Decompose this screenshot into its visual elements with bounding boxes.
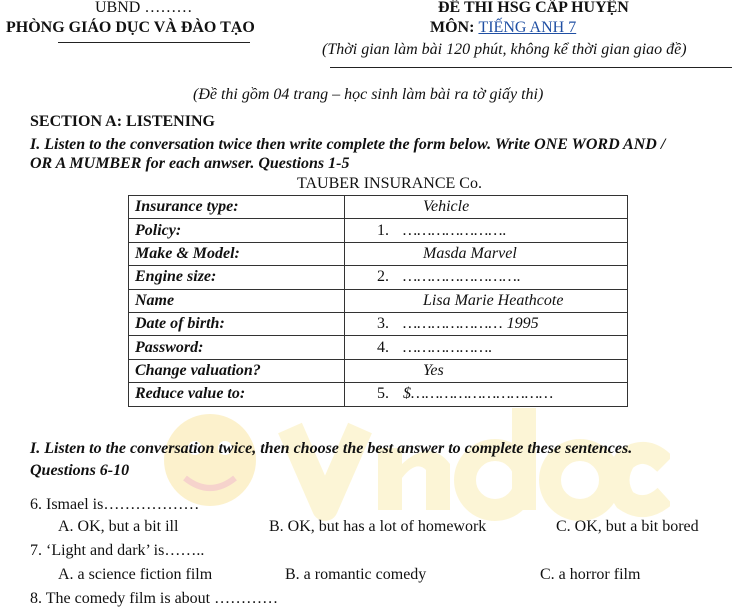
exam-title: ĐỀ THI HSG CẤP HUYỆN [438, 0, 629, 16]
form-field-label: Date of birth: [129, 312, 345, 335]
vndoc-watermark-logo [150, 398, 670, 528]
form-row [129, 242, 628, 265]
question-6-option-a: A. OK, but a bit ill [58, 518, 179, 535]
subject-line [430, 19, 576, 37]
form-field-value [345, 383, 628, 406]
part2-instruction-line2: Questions 6-10 [30, 462, 130, 479]
answer-blank: ……………………. [403, 268, 521, 286]
ubnd-text: UBND ……… [95, 0, 193, 16]
answer-blank: $………………………… [403, 385, 554, 403]
form-field-label: Name [129, 289, 345, 312]
form-field-value [345, 359, 628, 382]
insurance-form-table [128, 195, 628, 407]
section-title: SECTION A: LISTENING [30, 113, 215, 130]
subject-name: TIẾNG ANH 7 [478, 19, 577, 36]
question-number: 4. [377, 338, 389, 356]
form-field-value [345, 219, 628, 242]
subject-label: MÔN: [430, 19, 475, 36]
form-field-value [345, 196, 628, 219]
form-field-label: Policy: [129, 219, 345, 242]
question-7-option-c: C. a horror film [540, 566, 641, 583]
form-field-label: Make & Model: [129, 242, 345, 265]
question-7-stem: 7. ‘Light and dark’ is…….. [30, 542, 205, 559]
question-number: 1. [377, 221, 389, 239]
time-note: (Thời gian làm bài 120 phút, không kể thời gian giao đề) [322, 41, 687, 58]
question-6-option-b: B. OK, but has a lot of homework [269, 518, 487, 535]
form-row [129, 336, 628, 359]
department-name: PHÒNG GIÁO DỤC VÀ ĐÀO TẠO [6, 19, 255, 36]
part1-instruction-line2: OR A MUMBER for each anwser. Questions 1-5 [30, 155, 350, 172]
form-row [129, 266, 628, 289]
part1-instruction-line1: I. Listen to the conversation twice then write complete the form below. Write ONE WORD AND / [30, 136, 666, 153]
form-field-label: Change valuation? [129, 359, 345, 382]
question-number: 2. [377, 268, 389, 286]
given-value: Vehicle [423, 198, 470, 216]
page-note: (Đề thi gồm 04 trang – học sinh làm bài ra tờ giấy thi) [193, 86, 544, 103]
form-title: TAUBER INSURANCE Co. [297, 175, 482, 192]
part2-instruction-line1: I. Listen to the conversation twice, then choose the best answer to complete these sentences. [30, 440, 633, 457]
question-number: 5. [377, 385, 389, 403]
form-field-value [345, 266, 628, 289]
form-row [129, 359, 628, 382]
form-field-value [345, 289, 628, 312]
department-underline [58, 42, 250, 43]
form-field-label: Reduce value to: [129, 383, 345, 406]
form-row [129, 383, 628, 406]
form-row [129, 289, 628, 312]
form-field-label: Insurance type: [129, 196, 345, 219]
form-row [129, 196, 628, 219]
question-7-option-a: A. a science fiction film [58, 566, 213, 583]
form-field-label: Password: [129, 336, 345, 359]
given-value: Masda Marvel [423, 244, 517, 262]
header-underline [330, 67, 732, 68]
question-7-option-b: B. a romantic comedy [285, 566, 427, 583]
question-6-option-c: C. OK, but a bit bored [556, 518, 699, 535]
question-8-stem: 8. The comedy film is about ………… [30, 590, 279, 607]
answer-blank: …………………. [403, 221, 507, 239]
form-field-value [345, 336, 628, 359]
form-field-label: Engine size: [129, 266, 345, 289]
answer-blank: ………………… 1995 [403, 315, 539, 333]
form-row [129, 312, 628, 335]
given-value: Lisa Marie Heathcote [423, 291, 564, 309]
form-field-value [345, 242, 628, 265]
question-number: 3. [377, 315, 389, 333]
question-6-stem: 6. Ismael is……………… [30, 496, 200, 513]
given-value: Yes [423, 361, 444, 379]
answer-blank: ………………. [403, 338, 493, 356]
form-row [129, 219, 628, 242]
form-field-value [345, 312, 628, 335]
